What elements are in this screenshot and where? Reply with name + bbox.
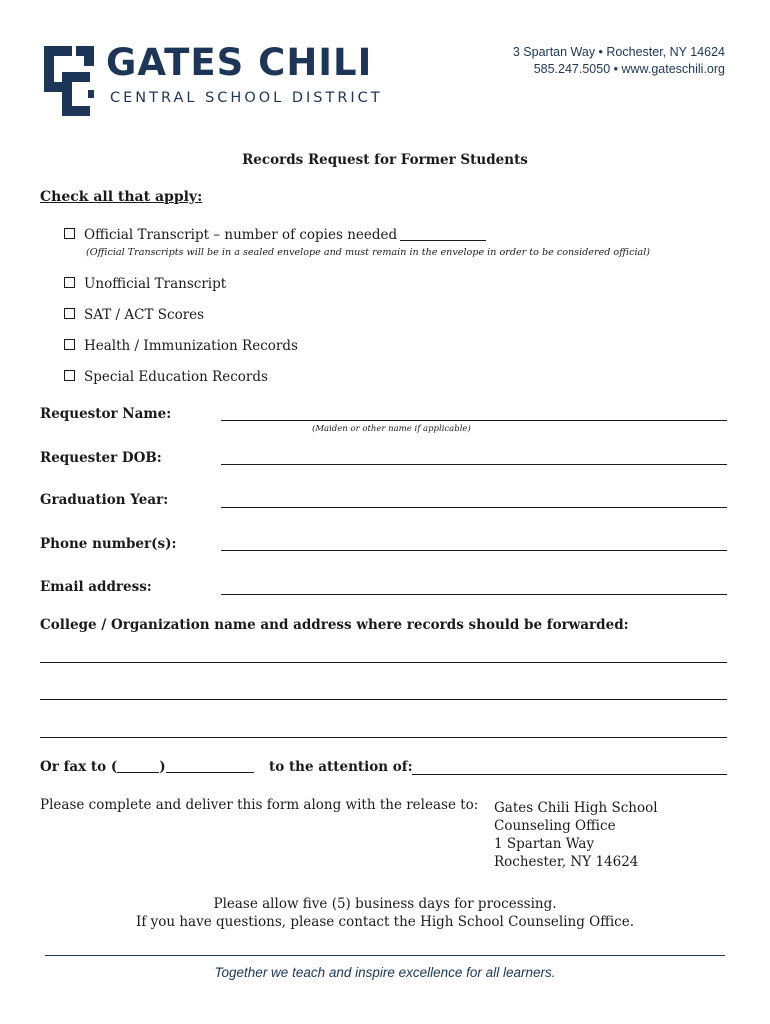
option-sat-act-scores[interactable]	[64, 308, 204, 323]
option-special-education[interactable]	[64, 370, 268, 385]
college-address-line-2[interactable]	[40, 699, 727, 700]
checkbox[interactable]	[64, 370, 75, 381]
fax-area-code-field[interactable]	[117, 772, 159, 773]
email-label: Email address:	[40, 579, 152, 595]
grad-year-label: Graduation Year:	[40, 492, 169, 508]
fax-row	[40, 761, 413, 775]
grad-year-field[interactable]	[221, 507, 727, 508]
option-label: Unofficial Transcript	[84, 276, 227, 292]
release-line: Gates Chili High School	[494, 800, 658, 816]
phone-label: Phone number(s):	[40, 536, 177, 552]
dob-field[interactable]	[221, 464, 727, 465]
option-label: SAT / ACT Scores	[84, 307, 205, 323]
checkbox[interactable]	[64, 339, 75, 350]
fax-prefix: Or fax to (	[40, 759, 118, 775]
checkbox[interactable]	[64, 277, 75, 288]
email-field[interactable]	[221, 594, 727, 595]
requestor-name-field[interactable]	[221, 420, 727, 421]
option-label: Special Education Records	[84, 369, 268, 385]
checkbox[interactable]	[64, 228, 75, 239]
gc-monogram-logo-icon	[40, 42, 98, 118]
attention-field[interactable]	[412, 774, 727, 775]
name-hint: (Maiden or other name if applicable)	[312, 424, 471, 434]
official-transcript-note: (Official Transcripts will be in a sealed envelope and must remain in the envelope in order to be considered official)	[86, 247, 651, 258]
release-line: Rochester, NY 14624	[494, 854, 639, 870]
college-address-line-1[interactable]	[40, 662, 727, 663]
address-line: 3 Spartan Way • Rochester, NY 14624	[512, 45, 725, 59]
attention-label: to the attention of:	[269, 759, 413, 775]
option-unofficial-transcript[interactable]	[64, 277, 226, 292]
option-label: Official Transcript – number of copies needed	[84, 227, 398, 243]
option-official-transcript[interactable]	[64, 228, 486, 243]
release-line: Counseling Office	[494, 818, 616, 834]
fax-number-field[interactable]	[166, 772, 254, 773]
footer-divider	[45, 955, 725, 956]
college-label: College / Organization name and address where records should be forwarded:	[40, 617, 629, 633]
college-address-line-3[interactable]	[40, 737, 727, 738]
requestor-name-label: Requestor Name:	[40, 406, 172, 422]
deliver-instructions: Please complete and deliver this form along with the release to:	[40, 797, 479, 813]
contact-line: 585.247.5050 • www.gateschili.org	[533, 62, 725, 76]
check-all-heading: Check all that apply:	[40, 189, 203, 205]
org-subtitle: CENTRAL SCHOOL DISTRICT	[110, 90, 383, 106]
questions-note: If you have questions, please contact the High School Counseling Office.	[135, 914, 634, 930]
copies-needed-blank[interactable]	[400, 240, 486, 241]
option-health-records[interactable]	[64, 339, 298, 354]
org-name: GATES CHILI	[106, 41, 373, 84]
form-title: Records Request for Former Students	[242, 152, 528, 168]
processing-note: Please allow five (5) business days for processing.	[213, 896, 557, 912]
option-label: Health / Immunization Records	[84, 338, 298, 354]
dob-label: Requester DOB:	[40, 450, 162, 466]
footer-tagline: Together we teach and inspire excellence for all learners.	[214, 965, 556, 980]
release-address	[494, 799, 658, 871]
phone-field[interactable]	[221, 550, 727, 551]
fax-close-paren: )	[159, 759, 166, 775]
checkbox[interactable]	[64, 308, 75, 319]
release-line: 1 Spartan Way	[494, 836, 595, 852]
